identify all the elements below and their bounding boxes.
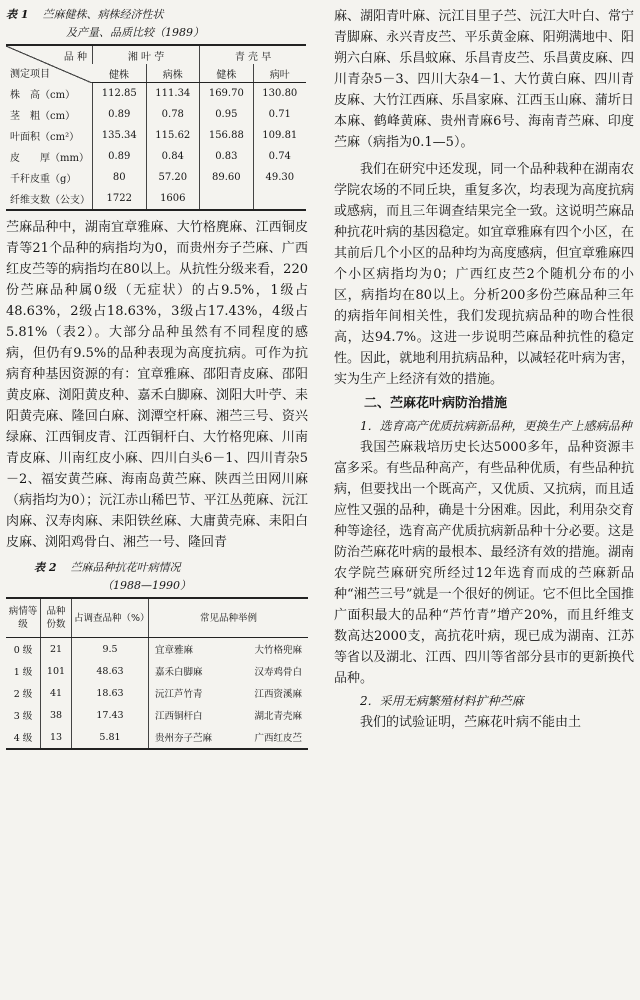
left-paragraph: 苎麻品种中，湖南宜章雅麻、大竹格麂麻、江西铜皮青等21个品种的病指均为0，而贵州夯子苎麻、广西红皮苎等的病指均在80以上。从抗性分级来看，220份苎麻品种属0级（无症状）的占9.5%，1级占48.63%，2级占18.63%，3级占17.43%，4级占5.81%（表2）。大部分品种虽然有不同程度的感病，但仍有9.5%的品种表现为高度抗病。可作为抗病育种基因资源的有：宜章雅麻、邵阳青皮麻、邵阳黄皮麻、浏阳黄皮种、嘉禾白脚麻、浏阳大叶苧、耒阳黄壳麻、隆回白麻、浏潭空杆麻、湘苎三号、资兴绿麻、江西铜皮青、江西铜杆白、大竹格兜麻、川南青皮麻、川南红皮小麻、四川白头6－1、四川青杂5－2、福安黄苎麻、海南岛黄苎麻、陕西兰田网川麻（病指均为0）；沅江赤山稀巴节、平江丛蔸麻、沅江肉麻、汉寿肉麻、耒阳铁丝麻、大庸黄壳麻、耒阳白皮麻、浏阳鸡骨白、湘苎一号、隆回青	[6, 220, 308, 550]
table-row	[6, 83, 306, 105]
table1-item: 株 高（cm）	[10, 89, 76, 101]
table-cell	[200, 188, 254, 210]
table2-subtitle: （1988—1990）	[102, 579, 191, 592]
table-row	[6, 188, 306, 210]
table1-item: 千秆皮重（g）	[10, 174, 77, 185]
right-paragraph: 我们在研究中还发现，同一个品种栽种在湖南农学院农场的不同丘块，重复多次，均表现为高度抗病或感病，而且三年调查结果完全一致。这说明苎麻品种抗花叶病的基因稳定。如宜章雅麻有四个小区，在其前后几个小区的品种均为高度感病，但宜章雅麻四个小区病指均为0；广西红皮苎2个随机分布的小区，病指均在80以上。分析200多份苎麻品种三年的病指年间相关性，我们发现抗病品种的吻合性很高，达94.7%。这进一步说明苎麻品种抗性的稳定性。因此，就地利用抗病品种，以减轻花叶病为害，实为生产上经济有效的措施。	[334, 162, 634, 387]
table1-item: 茎 粗（cm）	[10, 111, 76, 122]
table1-variety-b: 青 壳 早	[200, 45, 306, 64]
table-cell	[149, 682, 309, 704]
table-cell: 3 级	[13, 711, 33, 722]
table-cell: 135.34	[93, 125, 147, 146]
table-row	[6, 704, 308, 726]
table-cell	[253, 188, 306, 210]
table-row	[6, 726, 308, 749]
variety-name: 沅江芦竹青	[155, 689, 203, 700]
table-cell: 156.88	[200, 125, 254, 146]
table-cell: 169.70	[200, 83, 254, 105]
right-paragraph: 我国苎麻栽培历史长达5000多年，品种资源丰富多采。有些品种高产，有些品种优质，有些品种抗病，但要找出一个既高产，又优质、又抗病，而且适应性又强的品种，确是十分困难。因此，利用杂交育种等途径，选育高产优质抗病新品种十分必要。这是防治苎麻花叶病的最根本、最经济有效的措施。湖南农学院苎麻研究所经过12年选育而成的苎麻新品种“湘苎三号”就是一个很好的例证。它不但比全国推广面积最大的品种“芦竹青”增产20%，而且纤维支数高达2000支，高抗花叶病，现已成为湖南、江苏等省以及湖北、江西、四川等省部分县市的更新换代品种。	[334, 440, 634, 686]
table-cell: 0.95	[200, 104, 254, 125]
variety-name: 嘉禾白脚麻	[155, 667, 203, 678]
table1-subheader: 病叶	[253, 64, 306, 83]
variety-name: 广西红皮苎	[254, 733, 302, 744]
table-cell: 1606	[146, 188, 200, 210]
table1-variety-a: 湘 叶 苧	[93, 45, 200, 64]
table2-title: 苎麻品种抗花叶病情况	[70, 561, 181, 574]
table2-header-row	[6, 598, 308, 638]
right-paragraph: 我们的试验证明，苎麻花叶病不能由土	[360, 715, 582, 730]
table-cell: 4 级	[13, 733, 33, 744]
table1-caption	[6, 6, 308, 42]
table-cell: 57.20	[146, 167, 200, 188]
table-cell: 0.83	[200, 146, 254, 167]
table-cell: 0.78	[146, 104, 200, 125]
table1-title-line1: 苎麻健株、病株经济性状	[42, 8, 164, 21]
table-cell	[149, 638, 309, 661]
table-row	[6, 125, 306, 146]
table-row	[6, 104, 306, 125]
table-cell: 38	[41, 704, 72, 726]
table-cell	[149, 660, 309, 682]
table-cell: 112.85	[93, 83, 147, 105]
table-cell: 130.80	[253, 83, 306, 105]
table-cell: 0.89	[93, 104, 147, 125]
table-row	[6, 660, 308, 682]
table-cell: 0 级	[13, 645, 33, 656]
table1	[6, 44, 306, 211]
table2-header: 常见品种举例	[149, 598, 309, 638]
table2	[6, 597, 308, 750]
table-cell: 18.63	[72, 682, 149, 704]
right-paragraph: 麻、湖阳青叶麻、沅江目里子苎、沅江大叶白、常宁青脚麻、永兴青皮苎、平乐黄金麻、阳朔满地中、阳朔六白麻、乐昌蚊麻、乐昌青皮苎、乐昌黄皮麻、四川青杂5－3、四川大杂4－1、大竹黄白麻、四川青皮麻、大竹江西麻、乐昌家麻、江西玉山麻、蒲圻日本麻、鹤峰黄麻、贵州青麻6号、海南青苎麻、印度苎麻（病指为0.1—5）。	[334, 9, 634, 150]
table-cell: 80	[93, 167, 147, 188]
right-column	[334, 6, 634, 733]
variety-name: 江西资溪麻	[254, 689, 302, 700]
subsection-heading: 1．选育高产优质抗病新品种，更换生产上感病品种	[360, 419, 632, 433]
table-cell: 48.63	[72, 660, 149, 682]
table1-corner-bottom: 测定项目	[10, 68, 50, 80]
table1-item: 叶面积（cm²）	[10, 132, 80, 143]
table-cell: 0.71	[253, 104, 306, 125]
table2-label: 表 2	[34, 561, 57, 574]
table-cell: 41	[41, 682, 72, 704]
table-cell: 21	[41, 638, 72, 661]
table-cell: 2 级	[13, 689, 33, 700]
table-row	[6, 682, 308, 704]
table1-item: 纤维支数（公支）	[10, 195, 90, 206]
variety-name: 汉寿鸡骨白	[254, 667, 302, 678]
table-cell: 13	[41, 726, 72, 749]
table-cell: 1 级	[13, 667, 33, 678]
table-cell: 1722	[93, 188, 147, 210]
table2-header: 病情等级	[6, 598, 41, 638]
table-cell: 17.43	[72, 704, 149, 726]
table-cell: 101	[41, 660, 72, 682]
variety-name: 贵州夯子苎麻	[155, 733, 213, 744]
table-cell	[149, 726, 309, 749]
table-cell: 89.60	[200, 167, 254, 188]
table-cell: 9.5	[72, 638, 149, 661]
table-cell: 0.89	[93, 146, 147, 167]
table1-title-line2: 及产量、品质比较（1989）	[66, 26, 204, 39]
variety-name: 江西铜杆白	[155, 711, 203, 722]
table1-subheader: 健株	[93, 64, 147, 83]
table-cell: 0.84	[146, 146, 200, 167]
table2-header: 品种份数	[41, 598, 72, 638]
left-column	[6, 6, 308, 750]
table-cell: 115.62	[146, 125, 200, 146]
table2-header: 占调查品种（%）	[72, 598, 149, 638]
table-cell: 5.81	[72, 726, 149, 749]
table1-label: 表 1	[6, 8, 29, 21]
table1-subheader: 健株	[200, 64, 254, 83]
section-heading: 二、苎麻花叶病防治措施	[364, 396, 508, 411]
table-row	[6, 146, 306, 167]
table-cell: 111.34	[146, 83, 200, 105]
table-cell: 0.74	[253, 146, 306, 167]
table-row	[6, 167, 306, 188]
table-cell: 109.81	[253, 125, 306, 146]
table1-item: 皮 厚（mm）	[10, 153, 89, 164]
variety-name: 宜章雅麻	[155, 645, 194, 656]
subsection-heading: 2．采用无病繁殖材料扩种苎麻	[360, 694, 524, 708]
table1-subheader: 病株	[146, 64, 200, 83]
table-cell: 49.30	[253, 167, 306, 188]
table1-header-row	[6, 45, 306, 64]
table2-caption	[6, 559, 308, 595]
table1-corner-cell	[6, 45, 93, 83]
variety-name: 大竹格兜麻	[254, 645, 302, 656]
table1-corner-top: 品 种	[63, 52, 87, 63]
variety-name: 湖北青壳麻	[254, 711, 302, 722]
table-cell	[149, 704, 309, 726]
table-row	[6, 638, 308, 661]
